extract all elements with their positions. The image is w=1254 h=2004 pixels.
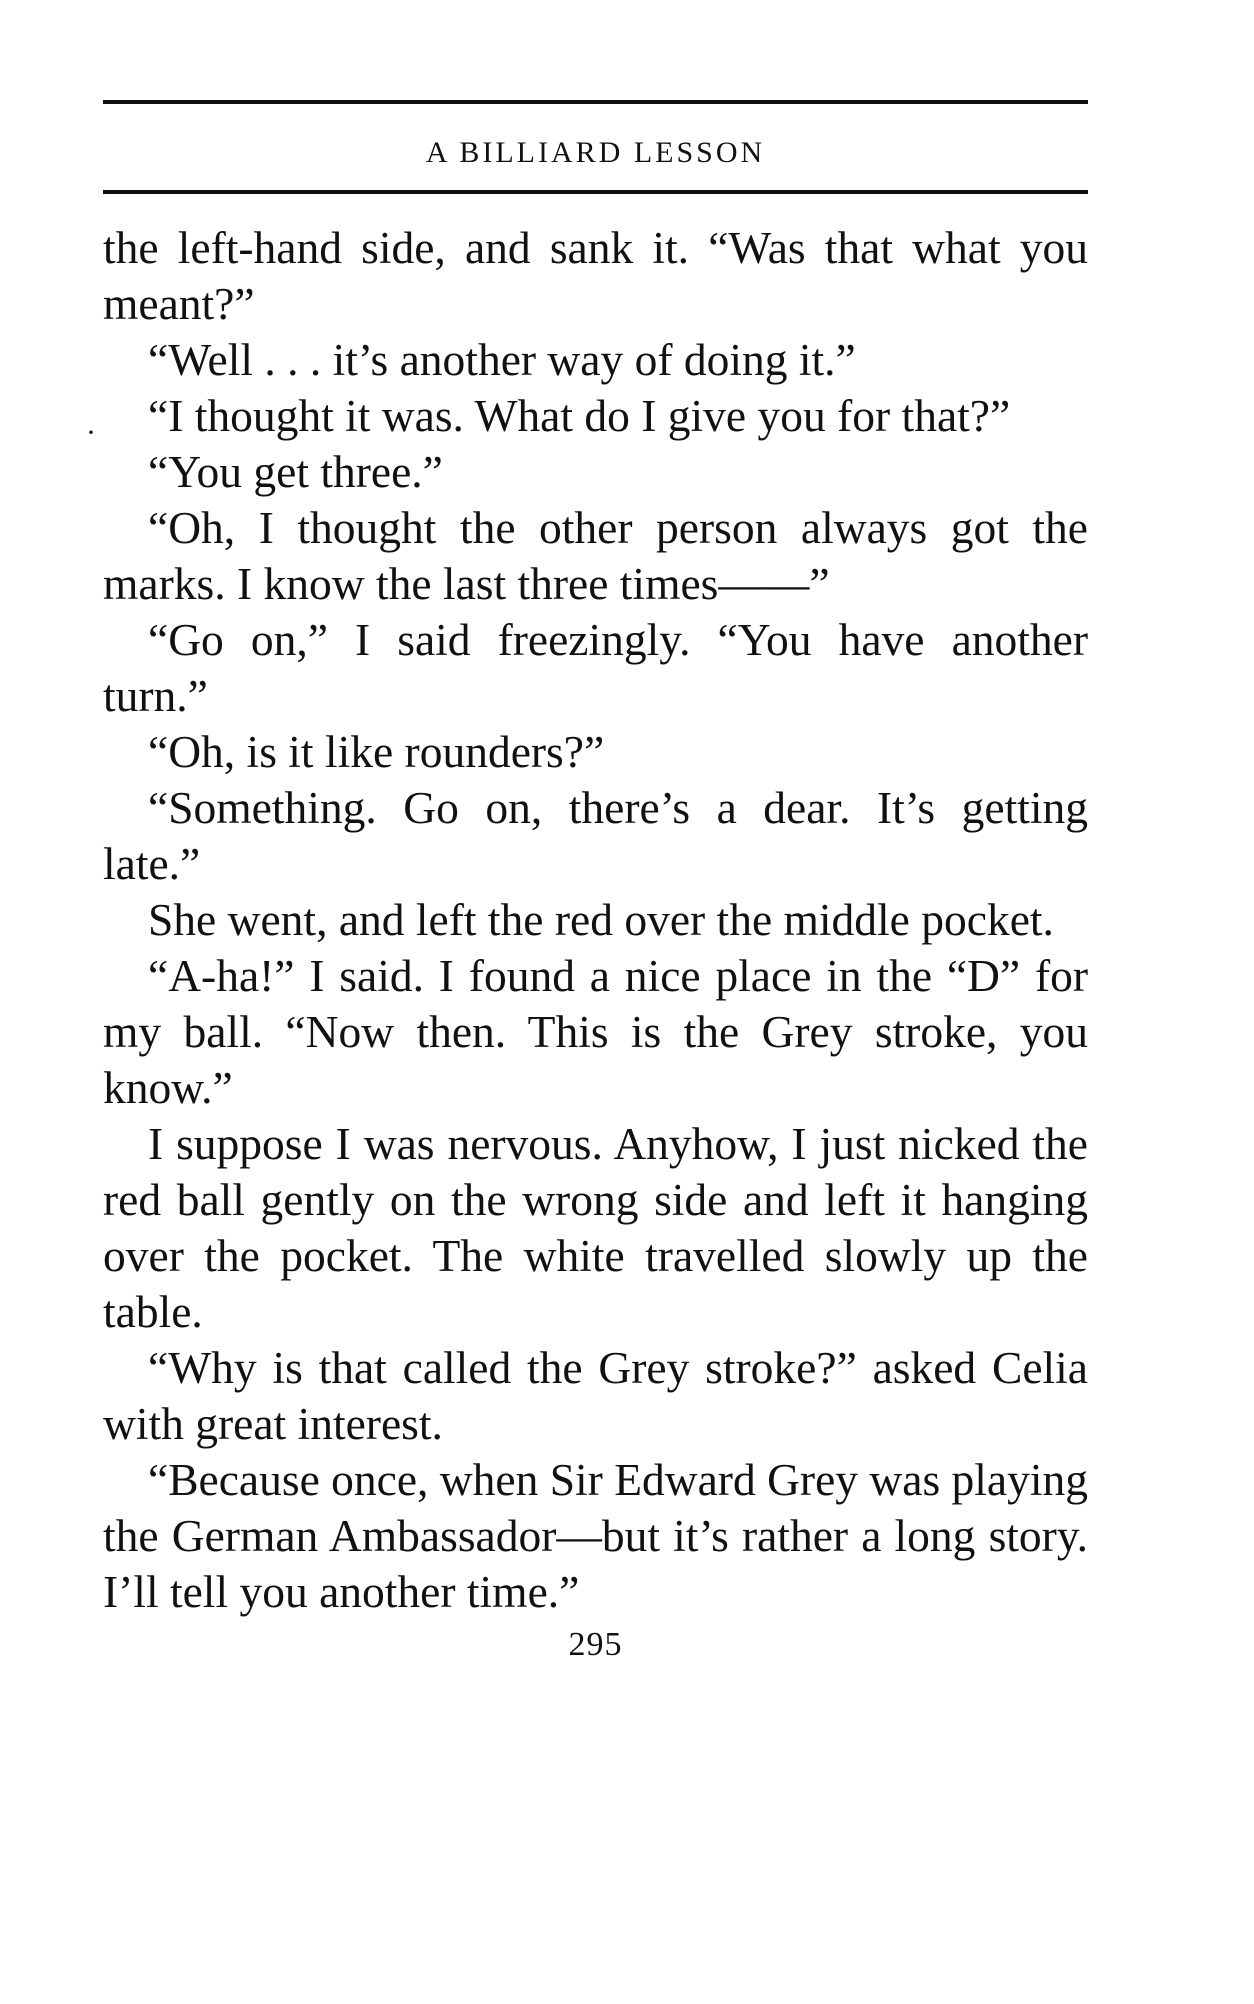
- paragraph: “Why is that called the Grey stroke?” asked Celia with great interest.: [103, 1342, 1088, 1449]
- book-page: [103, 100, 1088, 1662]
- paragraph: the left-hand side, and sank it. “Was that what you meant?”: [103, 222, 1088, 329]
- paragraph: I suppose I was nervous. Anyhow, I just nicked the red ball gently on the wrong side and left it hanging over the pocket. The white travelled slowly up the table.: [103, 1118, 1088, 1337]
- paragraph: She went, and left the red over the middle pocket.: [148, 894, 1054, 945]
- paragraph: “You get three.”: [148, 446, 443, 497]
- margin-dot-mark: ·: [86, 416, 96, 449]
- paragraph: “Something. Go on, there’s a dear. It’s getting late.”: [103, 782, 1088, 889]
- paragraph: “Because once, when Sir Edward Grey was playing the German Ambassador—but it’s rather a long story. I’ll tell you another time.”: [103, 1454, 1089, 1617]
- paragraph: “Go on,” I said freezingly. “You have another turn.”: [103, 614, 1088, 721]
- paragraph: “Oh, is it like rounders?”: [148, 726, 605, 777]
- body-text: [103, 220, 1088, 1620]
- page-number: 295: [568, 1626, 623, 1663]
- header-rule-bottom: [103, 190, 1088, 194]
- running-head: A BILLIARD LESSON: [425, 136, 766, 169]
- paragraph: “Oh, I thought the other person always got the marks. I know the last three times——”: [103, 502, 1088, 609]
- paragraph: “Well . . . it’s another way of doing it.”: [148, 334, 856, 385]
- paragraph: “I thought it was. What do I give you for that?”: [148, 390, 1011, 441]
- paragraph: “A-ha!” I said. I found a nice place in the “D” for my ball. “Now then. This is the Grey stroke, you know.”: [103, 950, 1088, 1113]
